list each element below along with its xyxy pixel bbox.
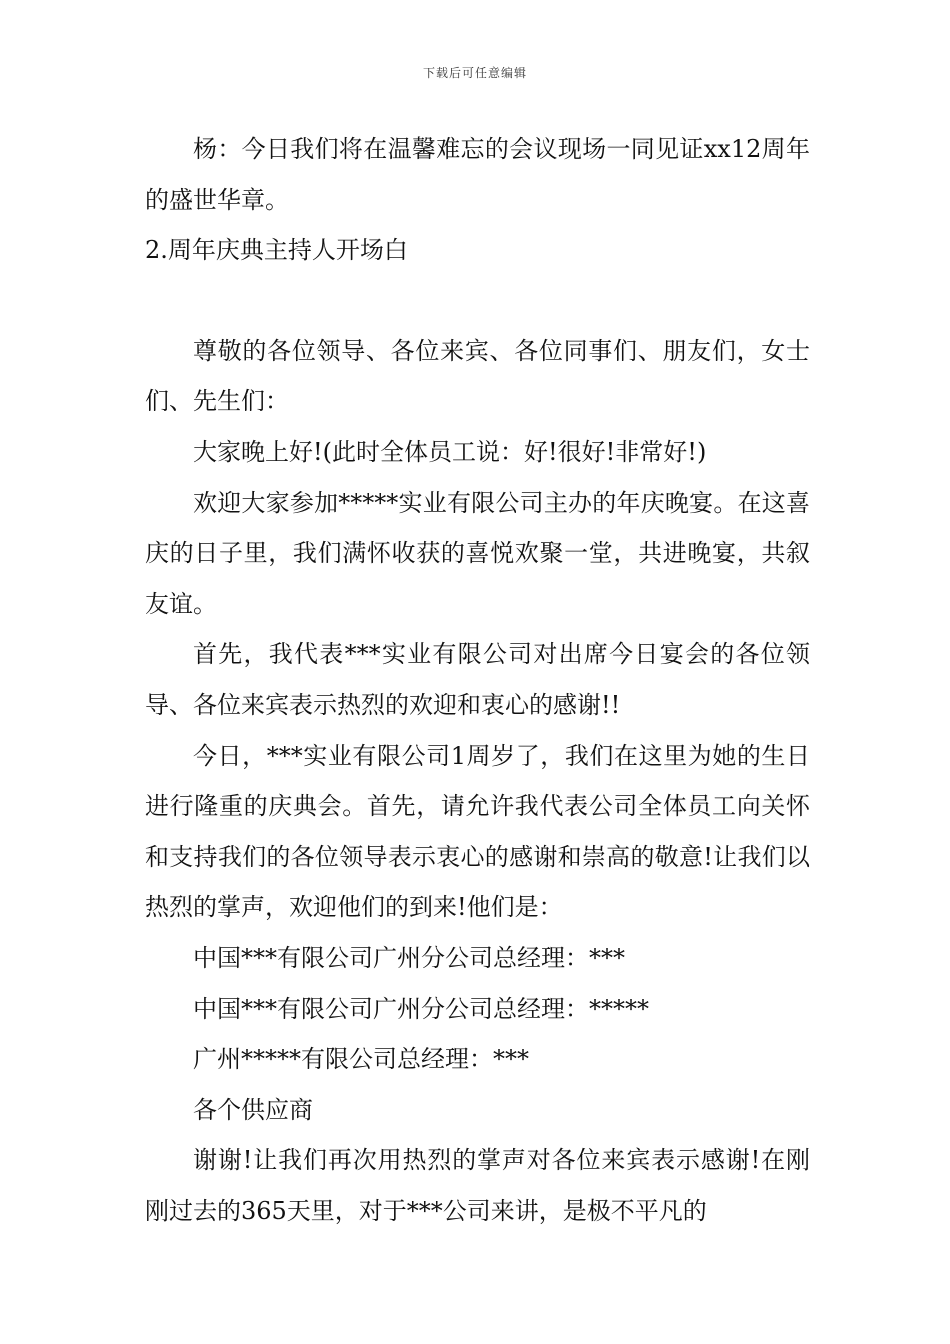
document-body xyxy=(145,124,810,1236)
guest-list-item: 广州*****有限公司总经理：*** xyxy=(193,1045,529,1074)
section-heading: 2.周年庆典主持人开场白 xyxy=(145,236,408,265)
paragraph-thanks: 首先，我代表***实业有限公司对出席今日宴会的各位领导、各位来宾表示热烈的欢迎和衷心的感谢!! xyxy=(145,640,810,719)
guest-list-item: 中国***有限公司广州分公司总经理：***** xyxy=(193,994,649,1023)
blank-line xyxy=(145,276,810,326)
paragraph-applause: 谢谢!让我们再次用热烈的掌声对各位来宾表示感谢!在刚刚过去的365天里，对于***公司来讲，是极不平凡的 xyxy=(145,1146,810,1225)
paragraph-welcome: 欢迎大家参加*****实业有限公司主办的年庆晚宴。在这喜庆的日子里，我们满怀收获的喜悦欢聚一堂，共进晚宴，共叙友谊。 xyxy=(145,488,810,618)
paragraph-closing-remark: 杨：今日我们将在温馨难忘的会议现场一同见证xx12周年的盛世华章。 xyxy=(145,135,810,214)
page-header: 下载后可任意编辑 xyxy=(422,66,527,80)
paragraph-salutation: 尊敬的各位领导、各位来宾、各位同事们、朋友们，女士们、先生们： xyxy=(145,336,810,416)
guest-list-item: 各个供应商 xyxy=(193,1095,313,1124)
guest-list-item: 中国***有限公司广州分公司总经理：*** xyxy=(193,943,625,972)
paragraph-greeting: 大家晚上好!(此时全体员工说：好!很好!非常好!) xyxy=(193,437,707,466)
paragraph-anniversary: 今日，***实业有限公司1周岁了，我们在这里为她的生日进行隆重的庆典会。首先，请允许我代表公司全体员工向关怀和支持我们的各位领导表示衷心的感谢和崇高的敬意!让我们以热烈的掌声，欢迎他们的到来!他们是： xyxy=(145,741,810,922)
